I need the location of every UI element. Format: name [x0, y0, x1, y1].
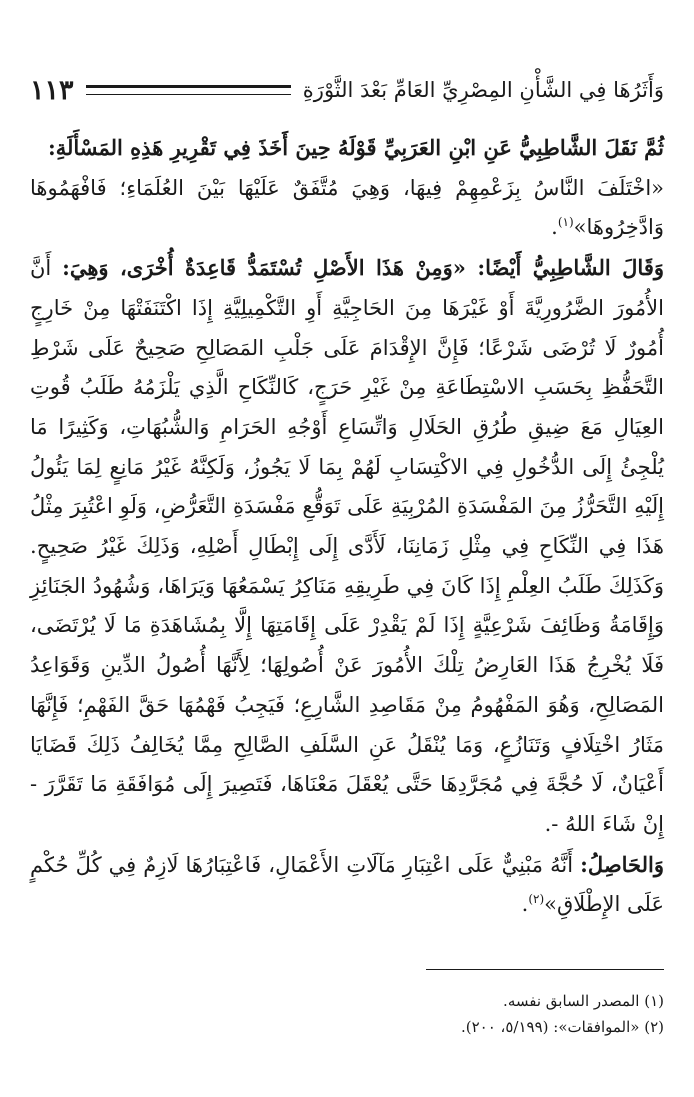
- footnote-ref: (٢): [528, 892, 545, 907]
- quote-text: أَنَّهُ مَبْنِيٌّ عَلَى اعْتِبَارِ مَآلَاتِ الأَعْمَالِ، فَاعْتِبَارُهَا لَازِمٌ فِي كُلِّ حُكْمٍ عَلَى الإِطْلَاقِ»: [30, 852, 664, 917]
- paragraph: [30, 845, 664, 925]
- period: .: [521, 892, 529, 917]
- footnote-separator: [426, 969, 664, 970]
- footnote: (١) المصدر السابق نفسه.: [503, 992, 664, 1010]
- running-header: [30, 70, 664, 110]
- paragraph: [30, 248, 664, 845]
- period: .: [551, 215, 558, 240]
- bold-lead: وَقَالَ الشَّاطِبِيُّ أَيْضًا: «وَمِنْ هَذَا الأَصْلِ تُسْتَمَدُّ قَاعِدَةٌ أُخْرَى، وَهِيَ:: [62, 255, 664, 281]
- quote-text: «اخْتَلَفَ النَّاسُ بِزَعْمِهِمْ فِيهَا، وَهِيَ مُتَّفَقٌ عَلَيْهَا بَيْنَ العُلَمَاءِ؛ فَافْهَمُوهَا وَادَّخِرُوهَا»: [30, 175, 664, 240]
- quote-text: أَنَّ الأُمُورَ الضَّرُورِيَّةَ أَوْ غَيْرَهَا مِنَ الحَاجِيَّةِ أَوِ التَّكْمِيلِيَّةِ إِذَا اكْتَنَفَتْهَا مِنْ خَارِجٍ أُمُورٌ لَا تُرْضَى شَرْعًا؛ فَإِنَّ الإِقْدَامَ عَلَى جَلْبِ المَصَالِحِ صَحِيحٌ عَلَى شَرْطِ التَّحَفُّظِ بِحَسَبِ الاسْتِطَاعَةِ مِنْ غَيْرِ حَرَجٍ، كَالنِّكَاحِ الَّذِي يَلْزَمُهُ طَلَبُ قُوتِ العِيَالِ مَعَ ضِيقِ طُرُقِ الحَلَالِ وَاتِّسَاعِ أَوْجُهِ الحَرَامِ وَالشُّبُهَاتِ، وَكَثِيرًا مَا يُلْجِئُ إِلَى الدُّخُولِ فِي الاكْتِسَابِ لَهُمْ بِمَا لَا يَجُوزُ، وَلَكِنَّهُ غَيْرُ مَانِعٍ لِمَا يَئُولُ إِلَيْهِ التَّحَرُّزُ مِنَ المَفْسَدَةِ المُرْبِيَةِ عَلَى تَوَقُّعِ مَفْسَدَةِ التَّعَرُّضِ، وَلَوِ اعْتُبِرَ مِثْلُ هَذَا فِي النِّكَاحِ فِي مِثْلِ زَمَانِنَا، لَأَدَّى إِلَى إِبْطَالِ أَصْلِهِ، وَذَلِكَ غَيْرُ صَحِيحٍ. وَكَذَلِكَ طَلَبُ العِلْمِ إِذَا كَانَ فِي طَرِيقِهِ مَنَاكِرُ يَسْمَعُهَا وَيَرَاهَا، وَشُهُودُ الجَنَائِزِ وَإِقَامَةُ وَظَائِفَ شَرْعِيَّةٍ إِذَا لَمْ يَقْدِرْ عَلَى إِقَامَتِهَا إِلَّا بِمُشَاهَدَةِ مَا لَا يُرْتَضَى، فَلَا يُخْرِجُ هَذَا العَارِضُ تِلْكَ الأُمُورَ عَنْ أُصُولِهَا؛ لِأَنَّهَا أُصُولُ الدِّينِ وَقَوَاعِدُ المَصَالِحِ، وَهُوَ المَفْهُومُ مِنْ مَقَاصِدِ الشَّارِعِ؛ فَيَجِبُ فَهْمُهَا حَقَّ الفَهْمِ؛ فَإِنَّهَا مَثَارُ اخْتِلَافٍ وَتَنَازُعٍ، وَمَا يُنْقَلُ عَنِ السَّلَفِ الصَّالِحِ مِمَّا يُخَالِفُ ذَلِكَ قَضَايَا أَعْيَانٌ، لَا حُجَّةَ فِي مُجَرَّدِهَا حَتَّى يُعْقَلَ مَعْنَاهَا، فَتَصِيرَ إِلَى مُوَافَقَةِ مَا تَقَرَّرَ - إِنْ شَاءَ اللهُ -.: [30, 256, 665, 836]
- running-title: وَأَثَرُهَا فِي الشَّأْنِ المِصْرِيِّ العَامِّ بَعْدَ الثَّوْرَةِ: [302, 78, 664, 102]
- bold-lead: ثُمَّ نَقَلَ الشَّاطِبِيُّ عَنِ ابْنِ العَرَبِيِّ قَوْلَهُ حِينَ أَخَذَ فِي تَقْرِيرِ هَذِهِ المَسْأَلَةِ:: [47, 135, 664, 160]
- paragraph: [30, 169, 664, 248]
- header-rule: [86, 85, 291, 95]
- paragraph: [30, 128, 664, 169]
- footnote-ref: (١): [557, 215, 574, 230]
- footnote: (٢) «الموافقات»: (٥/١٩٩، ٢٠٠).: [460, 1018, 664, 1036]
- footnotes: [30, 988, 664, 1040]
- page-number: ١١٣: [30, 74, 74, 106]
- main-text: [30, 128, 664, 925]
- bold-lead: وَالحَاصِلُ:: [580, 851, 664, 877]
